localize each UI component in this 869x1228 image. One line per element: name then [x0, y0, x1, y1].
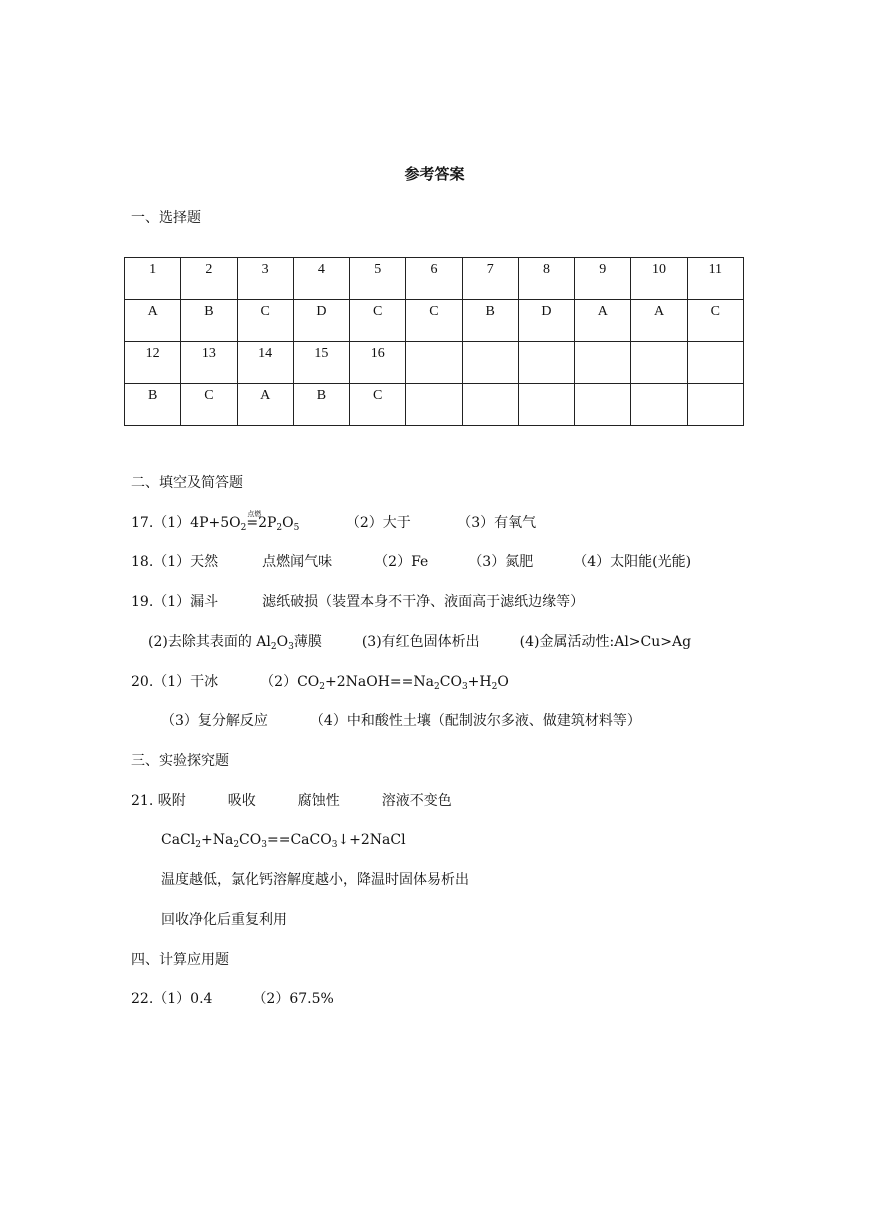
q18-part4: （4）太阳能(光能) — [573, 554, 692, 570]
section-heading-calc: 四、计算应用题 — [131, 952, 229, 968]
table-cell: B — [125, 384, 181, 426]
q21-line1 — [131, 791, 452, 811]
table-cell: A — [575, 300, 631, 342]
table-cell: D — [293, 300, 349, 342]
table-cell: 12 — [125, 342, 181, 384]
table-cell: C — [687, 300, 743, 342]
table-cell: 1 — [125, 258, 181, 300]
q20-line1 — [131, 672, 509, 692]
table-cell — [406, 384, 462, 426]
q19-part1: 19.（1）漏斗 — [131, 594, 219, 610]
table-row — [125, 384, 744, 426]
q20-part3: （3）复分解反应 — [161, 713, 268, 729]
q21-answer2: 吸收 — [227, 793, 256, 809]
q21-answer1: 21. 吸附 — [131, 793, 186, 809]
q21-answer4: 溶液不变色 — [381, 793, 452, 809]
table-cell: C — [350, 384, 406, 426]
table-cell — [518, 384, 574, 426]
table-cell: 14 — [237, 342, 293, 384]
section-heading-experiment: 三、实验探究题 — [131, 753, 229, 769]
table-cell: 5 — [350, 258, 406, 300]
table-cell: C — [237, 300, 293, 342]
table-cell: C — [181, 384, 237, 426]
table-cell: 3 — [237, 258, 293, 300]
table-cell: 7 — [462, 258, 518, 300]
reaction-condition: 点燃 = — [246, 510, 262, 531]
q19-part2: (2)去除其表面的 $Al_2O_3$薄膜 — [148, 634, 322, 652]
table-cell: 10 — [631, 258, 687, 300]
table-cell — [631, 342, 687, 384]
q17-part3: （3）有氧气 — [457, 515, 537, 531]
table-cell — [575, 342, 631, 384]
table-cell: 9 — [575, 258, 631, 300]
q21-line3: 温度越低，氯化钙溶解度越小，降温时固体易析出 — [161, 872, 469, 888]
q18-part1b: 点燃闻气味 — [262, 554, 333, 570]
table-cell: 11 — [687, 258, 743, 300]
q19-part4: (4)金属活动性:Al>Cu>Ag — [519, 634, 692, 650]
table-cell — [631, 384, 687, 426]
table-cell — [575, 384, 631, 426]
q19-part3: (3)有红色固体析出 — [361, 634, 480, 650]
table-cell: 2 — [181, 258, 237, 300]
q22-line — [131, 989, 334, 1009]
table-cell: A — [125, 300, 181, 342]
section-heading-fill: 二、填空及简答题 — [131, 475, 243, 491]
q20-part1: 20.（1）干冰 — [131, 674, 219, 690]
q19-part1b: 滤纸破损（装置本身不干净、液面高于滤纸边缘等） — [262, 594, 585, 610]
table-cell: 13 — [181, 342, 237, 384]
table-row — [125, 342, 744, 384]
q19-line1 — [131, 592, 584, 612]
q18-part3: （3）氮肥 — [468, 554, 534, 570]
table-row — [125, 300, 744, 342]
table-cell — [518, 342, 574, 384]
table-cell: D — [518, 300, 574, 342]
q17-equation: $4P+5O_2$ 点燃 $=2P_2O_5$ — [190, 510, 300, 533]
table-cell: 15 — [293, 342, 349, 384]
q18-part1: 18.（1）天然 — [131, 554, 219, 570]
q19-line2 — [148, 632, 691, 652]
q17-number: 17.（1） — [131, 515, 191, 531]
table-cell: 8 — [518, 258, 574, 300]
table-cell: C — [350, 300, 406, 342]
table-cell: B — [181, 300, 237, 342]
q22-part2: （2）67.5% — [252, 991, 334, 1007]
table-cell: A — [237, 384, 293, 426]
table-cell: 16 — [350, 342, 406, 384]
q20-part2: $(2)CO_2+2NaOH==Na_2CO_3+H_2O$ — [260, 674, 509, 692]
table-cell — [406, 342, 462, 384]
table-cell: C — [406, 300, 462, 342]
q21-answer3: 腐蚀性 — [297, 793, 340, 809]
q17-line — [131, 510, 537, 533]
table-cell — [687, 342, 743, 384]
table-cell — [462, 384, 518, 426]
table-cell: 4 — [293, 258, 349, 300]
q22-part1: 22.（1）0.4 — [131, 991, 213, 1007]
q18-part2: （2）Fe — [374, 554, 429, 570]
q17-part2: （2）大于 — [345, 515, 411, 531]
table-cell — [687, 384, 743, 426]
section-heading-choice: 一、选择题 — [131, 210, 201, 226]
q21-line4: 回收净化后重复利用 — [161, 912, 287, 928]
table-cell: A — [631, 300, 687, 342]
table-row — [125, 258, 744, 300]
table-cell: B — [293, 384, 349, 426]
table-cell: 6 — [406, 258, 462, 300]
table-cell: B — [462, 300, 518, 342]
q21-equation: $CaCl_2+Na_2CO_3==CaCO_3↓+2NaCl$ — [161, 832, 406, 850]
q20-part4: （4）中和酸性土壤（配制波尔多液、做建筑材料等） — [309, 713, 641, 729]
answer-table — [124, 257, 744, 426]
page-title: 参考答案 — [404, 165, 465, 183]
table-cell — [462, 342, 518, 384]
q18-line — [131, 552, 691, 572]
q20-line2 — [161, 711, 641, 731]
